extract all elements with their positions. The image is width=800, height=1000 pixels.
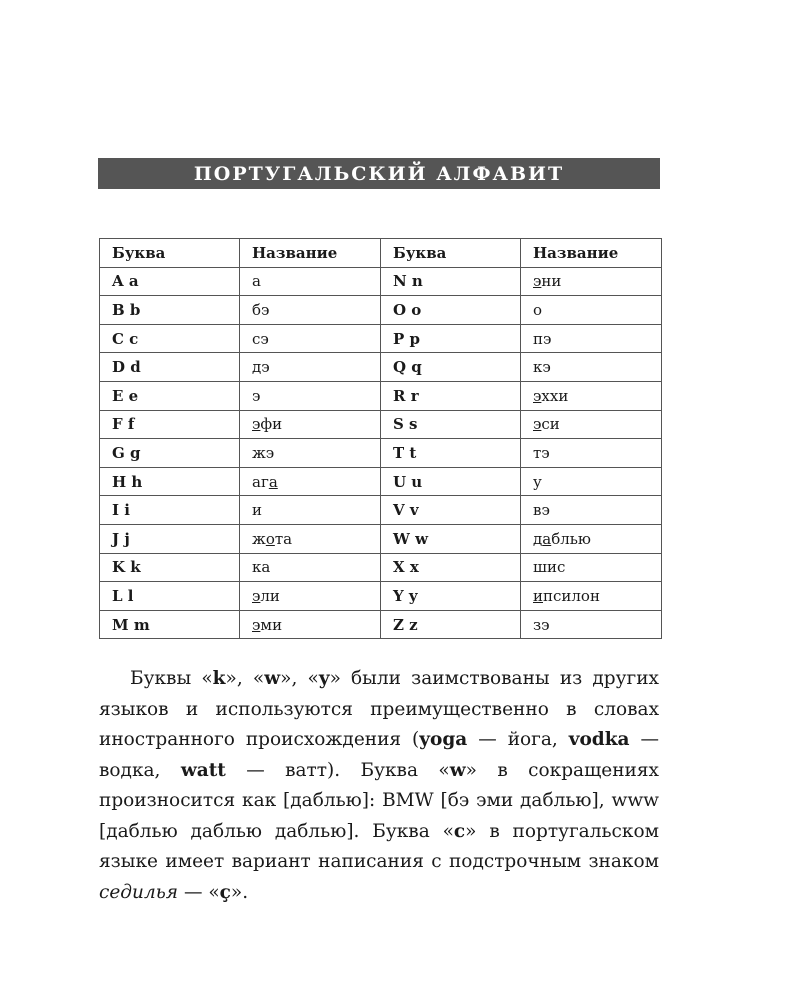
header-name-2: Название: [521, 239, 662, 268]
letter-cell: G g: [100, 439, 240, 468]
paragraph-segment: — «: [178, 881, 220, 903]
name-segment: э: [252, 386, 261, 405]
bold-term: ç: [219, 881, 231, 903]
table-row: [100, 353, 662, 382]
paragraph-segment: Буквы «: [130, 668, 213, 689]
name-segment: фи: [260, 415, 283, 434]
name-segment: зэ: [533, 615, 550, 634]
table-row: [100, 496, 662, 525]
body-paragraph: [99, 664, 659, 908]
stressed-vowel: э: [252, 415, 261, 434]
name-segment: псилон: [543, 586, 600, 605]
name-segment: ни: [541, 272, 562, 291]
name-segment: шис: [533, 558, 566, 577]
letter-name-cell: [240, 524, 381, 553]
name-segment: блью: [551, 529, 591, 548]
paragraph-segment: ».: [230, 881, 249, 903]
bold-term: k: [212, 668, 226, 689]
italic-term: седилья: [99, 881, 179, 903]
stressed-vowel: э: [252, 586, 261, 605]
name-segment: сэ: [252, 329, 269, 348]
letter-name-cell: [240, 353, 381, 382]
letter-cell: B b: [100, 296, 240, 325]
letter-name-cell: [240, 496, 381, 525]
letter-name-cell: [521, 381, 662, 410]
letter-name-cell: [521, 353, 662, 382]
section-title: ПОРТУГАЛЬСКИЙ АЛФАВИТ: [193, 162, 565, 185]
letter-cell: K k: [100, 553, 240, 582]
table-row: [100, 467, 662, 496]
section-title-banner: [98, 158, 660, 189]
letter-name-cell: [240, 381, 381, 410]
letter-cell: S s: [381, 410, 521, 439]
name-segment: кэ: [533, 358, 551, 377]
letter-cell: N n: [381, 267, 521, 296]
letter-cell: U u: [381, 467, 521, 496]
name-segment: пэ: [533, 329, 552, 348]
letter-cell: Q q: [381, 353, 521, 382]
letter-cell: R r: [381, 381, 521, 410]
name-segment: та: [274, 529, 293, 548]
table-row: [100, 553, 662, 582]
letter-name-cell: [240, 267, 381, 296]
alphabet-table-body: [100, 267, 662, 639]
stressed-vowel: э: [533, 272, 542, 291]
name-segment: си: [541, 415, 560, 434]
letter-name-cell: [240, 582, 381, 611]
letter-name-cell: [521, 610, 662, 639]
stressed-vowel: а: [542, 529, 552, 548]
letter-cell: A a: [100, 267, 240, 296]
stressed-vowel: э: [533, 386, 542, 405]
name-segment: ж: [252, 529, 266, 548]
name-segment: жэ: [252, 443, 275, 462]
letter-name-cell: [521, 296, 662, 325]
name-segment: тэ: [533, 443, 550, 462]
name-segment: д: [533, 529, 543, 548]
letter-name-cell: [240, 610, 381, 639]
bold-term: watt: [180, 759, 226, 781]
name-segment: аг: [252, 472, 269, 491]
name-segment: дэ: [252, 358, 270, 377]
paragraph-segment: », «: [280, 668, 319, 689]
table-row: [100, 410, 662, 439]
table-row: [100, 324, 662, 353]
letter-cell: C c: [100, 324, 240, 353]
letter-name-cell: [240, 296, 381, 325]
table-row: [100, 381, 662, 410]
name-segment: у: [533, 472, 542, 491]
table-row: [100, 524, 662, 553]
letter-name-cell: [240, 324, 381, 353]
letter-cell: L l: [100, 582, 240, 611]
name-segment: ка: [252, 558, 271, 577]
letter-name-cell: [521, 553, 662, 582]
name-segment: ххи: [541, 386, 569, 405]
letter-name-cell: [521, 439, 662, 468]
letter-name-cell: [521, 582, 662, 611]
table-row: [100, 439, 662, 468]
paragraph-segment: — водка,: [99, 729, 660, 781]
letter-cell: I i: [100, 496, 240, 525]
name-segment: а: [252, 272, 261, 291]
letter-name-cell: [521, 267, 662, 296]
letter-cell: V v: [381, 496, 521, 525]
name-segment: о: [533, 300, 543, 319]
letter-name-cell: [240, 467, 381, 496]
table-row: [100, 296, 662, 325]
letter-cell: O o: [381, 296, 521, 325]
name-segment: и: [252, 501, 262, 520]
letter-name-cell: [240, 439, 381, 468]
table-row: [100, 267, 662, 296]
letter-cell: F f: [100, 410, 240, 439]
bold-term: w: [449, 759, 466, 781]
name-segment: бэ: [252, 300, 270, 319]
letter-cell: D d: [100, 353, 240, 382]
table-row: [100, 610, 662, 639]
letter-cell: E e: [100, 381, 240, 410]
paragraph-segment: », «: [225, 668, 265, 689]
letter-name-cell: [240, 410, 381, 439]
alphabet-table: [99, 238, 662, 639]
letter-cell: M m: [100, 610, 240, 639]
header-letter-1: Буква: [100, 239, 240, 268]
bold-term: y: [318, 668, 330, 689]
header-name-1: Название: [240, 239, 381, 268]
stressed-vowel: э: [533, 415, 542, 434]
letter-name-cell: [521, 496, 662, 525]
paragraph-segment: » в португальском языке имеет вариант написания с подстрочным знаком: [99, 820, 659, 872]
bold-term: w: [264, 668, 281, 689]
letter-cell: W w: [381, 524, 521, 553]
letter-cell: Y y: [381, 582, 521, 611]
letter-name-cell: [521, 410, 662, 439]
header-letter-2: Буква: [381, 239, 521, 268]
letter-cell: X x: [381, 553, 521, 582]
name-segment: ми: [260, 615, 283, 634]
letter-cell: Z z: [381, 610, 521, 639]
stressed-vowel: о: [265, 529, 275, 548]
bold-term: c: [453, 820, 466, 842]
letter-cell: T t: [381, 439, 521, 468]
table-row: [100, 582, 662, 611]
letter-name-cell: [240, 553, 381, 582]
stressed-vowel: и: [533, 586, 543, 605]
letter-cell: J j: [100, 524, 240, 553]
table-header-row: [100, 239, 662, 268]
stressed-vowel: э: [252, 615, 261, 634]
name-segment: ли: [260, 586, 280, 605]
letter-cell: H h: [100, 467, 240, 496]
paragraph-segment: — йога,: [467, 729, 569, 750]
letter-name-cell: [521, 324, 662, 353]
bold-term: yoga: [419, 729, 468, 750]
letter-name-cell: [521, 524, 662, 553]
paragraph-segment: » были заимствованы из других языков и используются преимущественно в словах иностранного происхождения (: [99, 668, 659, 750]
paragraph-segment: — ватт). Буква «: [225, 759, 450, 781]
paragraph-segment: » в сокращениях произносится как [даблью]: BMW [бэ эми даблью], www [даблью даблью даблью]. Буква «: [99, 759, 659, 842]
name-segment: вэ: [533, 501, 550, 520]
paragraph-text: [99, 668, 659, 903]
letter-name-cell: [521, 467, 662, 496]
stressed-vowel: а: [268, 472, 278, 491]
letter-cell: P p: [381, 324, 521, 353]
bold-term: vodka: [568, 729, 630, 750]
